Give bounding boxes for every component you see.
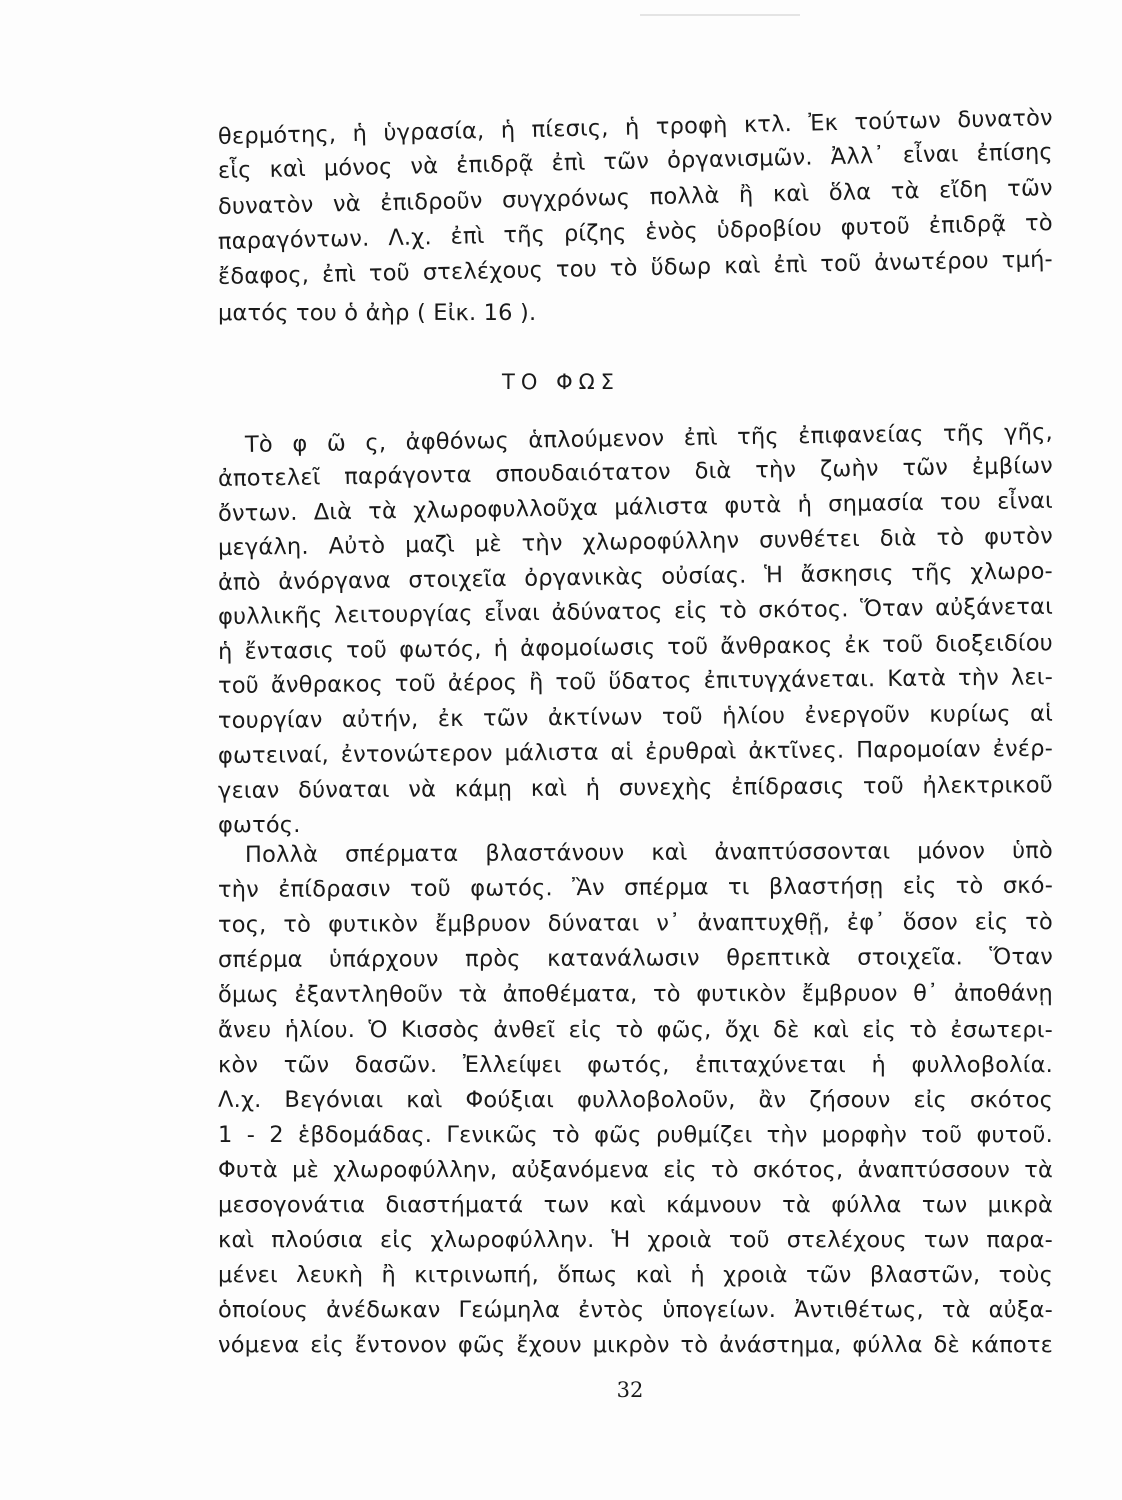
text-line: κὸν τῶν δασῶν. Ἐλλείψει φωτός, ἐπιταχύνεται ἡ φυλλοβολία. xyxy=(218,1052,1053,1078)
text-line: ὄντων. Διὰ τὰ χλωροφυλλοῦχα μάλιστα φυτὰ ἡ σημασία του εἶναι xyxy=(217,487,1054,527)
text-line: ἀποτελεῖ παράγοντα σπουδαιότατον διὰ τὴν ζωὴν τῶν ἐμβίων xyxy=(217,452,1054,492)
text-line: φωτειναί, ἐντονώτερον μάλιστα αἱ ἐρυθραὶ ἀκτῖνες. Παρομοίαν ἐνέρ- xyxy=(217,735,1054,769)
text-line: σπέρμα ὑπάρχουν πρὸς κατανάλωσιν θρεπτικὰ στοιχεῖα. Ὅταν xyxy=(217,944,1054,973)
text-line: ἡ ἔντασις τοῦ φωτός, ἡ ἀφομοίωσις τοῦ ἄνθρακος ἐκ τοῦ διοξειδίου xyxy=(217,630,1054,665)
text-line: μεσογονάτια διαστήματά των καὶ κάμνουν τὰ φύλλα των μικρὰ xyxy=(218,1192,1053,1218)
text-line: Τὸ φ ῶ ς, ἀφθόνως ἁπλούμενον ἐπὶ τῆς ἐπιφανείας τῆς γῆς, xyxy=(244,419,1054,458)
text-line: τος, τὸ φυτικὸν ἔμβρυον δύναται ν᾽ ἀναπτυχθῇ, ἐφ᾽ ὅσον εἰς τὸ xyxy=(217,909,1054,938)
text-line: φυλλικῆς λειτουργίας εἶναι ἀδύνατος εἰς τὸ σκότος. Ὅταν αὐξάνεται xyxy=(217,593,1054,630)
text-line: ὅμως ἐξαντληθοῦν τὰ ἀποθέματα, τὸ φυτικὸν ἔμβρυον θ᾽ ἀποθάνῃ xyxy=(217,980,1054,1008)
text-line: μένει λευκὴ ἢ κιτρινωπή, ὅπως καὶ ἡ χροιὰ τῶν βλαστῶν, τοὺς xyxy=(218,1262,1053,1288)
text-line: γειαν δύναται νὰ κάμῃ καὶ ἡ συνεχὴς ἐπίδρασις τοῦ ἠλεκτρικοῦ xyxy=(217,772,1054,804)
text-line: τοῦ ἄνθρακος τοῦ ἀέρος ἢ τοῦ ὕδατος ἐπιτυγχάνεται. Κατὰ τὴν λει- xyxy=(217,664,1054,699)
text-line: τουργίαν αὐτήν, ἐκ τῶν ἀκτίνων τοῦ ἡλίου ἐνεργοῦν κυρίως αἱ xyxy=(217,700,1054,734)
text-line: ἀπὸ ἀνόργανα στοιχεῖα ὀργανικὰς οὐσίας. Ἡ ἄσκησις τῆς χλωρο- xyxy=(217,558,1054,596)
text-line: Φυτὰ μὲ χλωροφύλλην, αὐξανόμενα εἰς τὸ σκότος, ἀναπτύσσουν τὰ xyxy=(218,1157,1053,1183)
section-heading: ΤΟ ΦΩΣ xyxy=(502,370,620,394)
text-line: εἷς καὶ μόνος νὰ ἐπιδρᾷ ἐπὶ τῶν ὀργανισμῶν. Ἀλλ᾽ εἶναι ἐπίσης xyxy=(217,139,1054,184)
text-line: τὴν ἐπίδρασιν τοῦ φωτός. Ἂν σπέρμα τι βλαστήσῃ εἰς τὸ σκό- xyxy=(217,872,1054,903)
text-line: παραγόντων. Λ.χ. ἐπὶ τῆς ρίζης ἑνὸς ὑδροβίου φυτοῦ ἐπιδρᾷ τὸ xyxy=(217,210,1054,255)
text-line: νόμενα εἰς ἔντονον φῶς ἔχουν μικρὸν τὸ ἀνάστημα, φύλλα δὲ κάποτε xyxy=(218,1332,1053,1358)
text-line: 1 - 2 ἑβδομάδας. Γενικῶς τὸ φῶς ρυθμίζει τὴν μορφὴν τοῦ φυτοῦ. xyxy=(218,1122,1053,1148)
text-line: δυνατὸν νὰ ἐπιδροῦν συγχρόνως πολλὰ ἢ καὶ ὅλα τὰ εἴδη τῶν xyxy=(217,175,1054,220)
text-line: καὶ πλούσια εἰς χλωροφύλλην. Ἡ χροιὰ τοῦ στελέχους των παρα- xyxy=(218,1227,1053,1253)
text-line: ἔδαφος, ἐπὶ τοῦ στελέχους του τὸ ὕδωρ καὶ ἐπὶ τοῦ ἀνωτέρου τμή- xyxy=(217,246,1054,290)
text-line: ὁποίους ἀνέδωκαν Γεώμηλα ἐντὸς ὑπογείων. Ἀντιθέτως, τὰ αὐξα- xyxy=(218,1297,1053,1323)
text-line: Πολλὰ σπέρματα βλαστάνουν καὶ ἀναπτύσσονται μόνον ὑπὸ xyxy=(244,837,1054,868)
text-line: ματός του ὁ ἀὴρ ( Εἰκ. 16 ). xyxy=(218,300,537,326)
text-line: θερμότης, ἡ ὑγρασία, ἡ πίεσις, ἡ τροφὴ κτλ. Ἐκ τούτων δυνατὸν xyxy=(217,105,1054,150)
text-line: Λ.χ. Βεγόνιαι καὶ Φούξιαι φυλλοβολοῦν, ἂν ζήσουν εἰς σκότος xyxy=(218,1087,1053,1113)
page-number: 32 xyxy=(616,1378,644,1402)
text-line: μεγάλη. Αὐτὸ μαζὶ μὲ τὴν χλωροφύλλην συνθέτει διὰ τὸ φυτὸν xyxy=(217,523,1054,561)
text-line: φωτός. xyxy=(218,812,301,838)
scan-artifact-line xyxy=(640,14,800,16)
text-line: ἄνευ ἡλίου. Ὁ Κισσὸς ἀνθεῖ εἰς τὸ φῶς, ὄχι δὲ καὶ εἰς τὸ ἐσωτερι- xyxy=(218,1017,1053,1043)
